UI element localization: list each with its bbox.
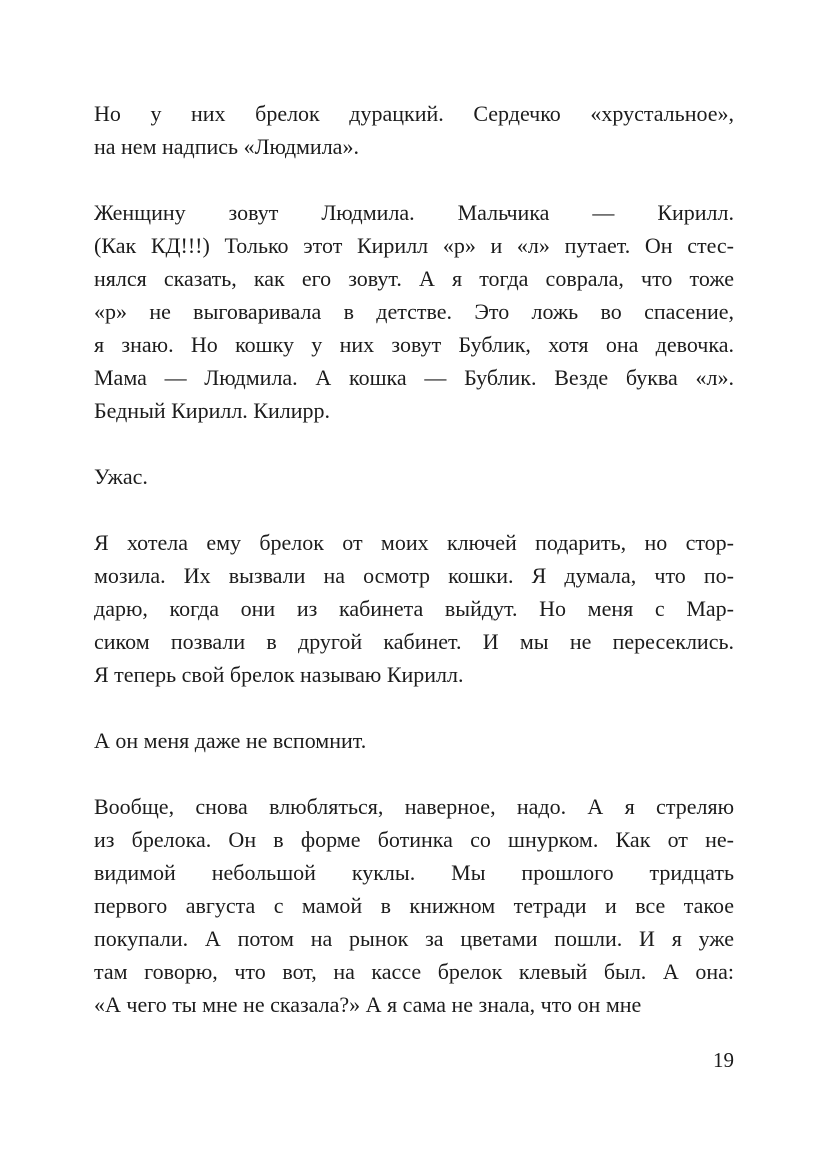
paragraph	[94, 790, 734, 1021]
paragraph	[94, 460, 734, 493]
paragraph	[94, 724, 734, 757]
text-line: Бедный Кирилл. Килирр.	[94, 398, 331, 423]
text-line: Я хотела ему брелок от моих ключей подарить, но стор-	[94, 530, 734, 555]
text-line: сиком позвали в другой кабинет. И мы не пересеклись.	[94, 629, 734, 654]
text-line: Вообще, снова влюбляться, наверное, надо. А я стреляю	[94, 794, 734, 819]
text-line: Ужас.	[94, 464, 148, 489]
text-line: Женщину зовут Людмила. Мальчика — Кирилл.	[94, 200, 734, 225]
text-line: Я теперь свой брелок называю Кирилл.	[94, 662, 464, 687]
text-line: мозила. Их вызвали на осмотр кошки. Я думала, что по-	[94, 563, 734, 588]
text-line: первого августа с мамой в книжном тетради и все такое	[94, 893, 734, 918]
text-line: «р» не выговаривала в детстве. Это ложь во спасение,	[94, 299, 734, 324]
text-line: Мама — Людмила. А кошка — Бублик. Везде буква «л».	[94, 365, 734, 390]
text-line: дарю, когда они из кабинета выйдут. Но меня с Мар-	[94, 596, 734, 621]
text-line: покупали. А потом на рынок за цветами пошли. И я уже	[94, 926, 734, 951]
text-line: «А чего ты мне не сказала?» А я сама не знала, что он мне	[94, 992, 642, 1017]
text-line: видимой небольшой куклы. Мы прошлого тридцать	[94, 860, 734, 885]
text-line: там говорю, что вот, на кассе брелок клевый был. А она:	[94, 959, 734, 984]
paragraph	[94, 97, 734, 163]
paragraph	[94, 196, 734, 427]
page-footer	[94, 1046, 734, 1074]
text-line: Но у них брелок дурацкий. Сердечко «хрустальное»,	[94, 101, 734, 126]
text-line: А он меня даже не вспомнит.	[94, 728, 367, 753]
text-line: я знаю. Но кошку у них зовут Бублик, хотя она девочка.	[94, 332, 734, 357]
text-line: на нем надпись «Людмила».	[94, 134, 359, 159]
text-line: (Как КД!!!) Только этот Кирилл «р» и «л» путает. Он стес-	[94, 233, 734, 258]
text-line: из брелока. Он в форме ботинка со шнурком. Как от не-	[94, 827, 734, 852]
page-number: 19	[713, 1048, 734, 1072]
paragraph	[94, 526, 734, 691]
text-line: нялся сказать, как его зовут. А я тогда соврала, что тоже	[94, 266, 734, 291]
text-block	[94, 97, 734, 1021]
